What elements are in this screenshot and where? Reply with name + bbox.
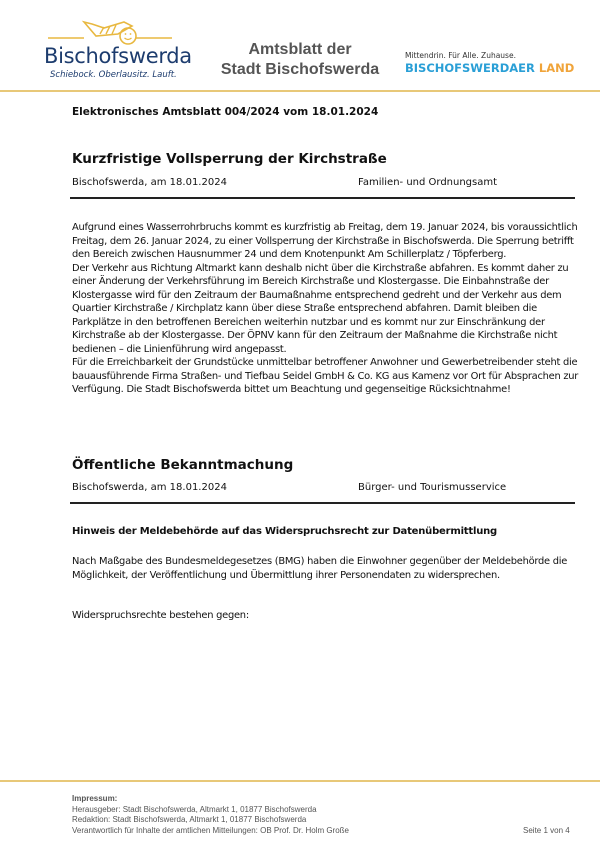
region-brand-name-part2: LAND	[538, 61, 575, 75]
region-brand-name-part1: BISCHOFSWERDAER	[405, 61, 535, 75]
page-header	[0, 0, 600, 92]
section-meta	[72, 482, 576, 493]
region-brand-tagline: Mittendrin. Für Alle. Zuhause.	[405, 51, 516, 60]
impressum-editorial: Redaktion: Stadt Bischofswerda, Altmarkt 1, 01877 Bischofswerda	[72, 815, 307, 824]
logo-tagline: Schiebock. Oberlausitz. Lauft.	[50, 70, 177, 80]
logo-name: Bischofswerda	[44, 44, 192, 68]
body-paragraph: Für die Erreichbarkeit der Grundstücke unmittelbar betroffener Anwohner und Gewerbetreibender steht die bauausführende Firma Straßen- und Tiefbau Seidel GmbH & Co. KG aus Kamenz vor Ort für Absprachen zur Verfügung. Die Stadt Bischofswerda bittet um Beachtung und gegenseitige Rücksichtnahme!	[72, 357, 579, 395]
section-divider	[70, 197, 575, 199]
publication-title	[200, 40, 400, 80]
region-brand-name	[405, 61, 595, 75]
body-paragraph: Nach Maßgabe des Bundesmeldegesetzes (BMG) haben die Einwohner gegenüber der Meldebehörde die Möglichkeit, der Veröffentlichung und Übermittlung ihrer Personendaten zu widersprechen.	[72, 556, 568, 581]
section-body	[72, 609, 580, 623]
impressum-publisher: Herausgeber: Stadt Bischofswerda, Altmarkt 1, 01877 Bischofswerda	[72, 804, 317, 814]
section-department: Familien- und Ordnungsamt	[358, 177, 498, 188]
page-number: Seite 1 von 4	[523, 826, 570, 835]
region-brand	[405, 51, 595, 75]
section-body	[72, 221, 580, 397]
impressum-label: Impressum:	[72, 794, 118, 803]
section-title: Öffentliche Bekanntmachung	[72, 457, 294, 473]
section-divider	[70, 502, 575, 504]
section-meta	[72, 177, 576, 188]
impressum-responsible: Verantwortlich für Inhalte der amtlichen Mitteilungen: OB Prof. Dr. Holm Große	[72, 825, 350, 835]
body-paragraph: Der Verkehr aus Richtung Altmarkt kann deshalb nicht über die Kirchstraße abfahren. Es kommt daher zu einer Änderung der Verkehrsführung im Bereich Kirchstraße und Klostergasse. Die Einbahnstraße der Klostergasse wird für den Zeitraum der Baumaßnahme entsprechend gedreht und der Verkehr aus dem Quartier Kirchstraße / Kirchplatz kann über diese Straße entsprechend abfahren. Damit bleiben die Parkplätze in den betroffenen Bereichen weiterhin nutzbar und es kommt nur zur Einschränkung der Kirchstraße ab der Klostergasse. Der ÖPNV kann für den Zeitraum der Maßnahme die Kirchstraße nicht bedienen – die Linienführung wird angepasst.	[72, 262, 569, 355]
bischofswerda-logo	[38, 14, 192, 84]
body-paragraph: Aufgrund eines Wasserrohrbruchs kommt es kurzfristig ab Freitag, dem 19. Januar 2024, bis voraussichtlich Freitag, dem 26. Januar 2024, zu einer Vollsperrung der Kirchstraße in Bischofswerda. Die Sperrung betrifft den Bereich zwischen Hausnummer 24 und dem Knotenpunkt Am Schillerplatz / Töpferberg.	[72, 222, 578, 260]
section-title: Kurzfristige Vollsperrung der Kirchstraße	[72, 151, 387, 167]
section-place-date: Bischofswerda, am 18.01.2024	[72, 177, 227, 188]
section-subheading: Hinweis der Meldebehörde auf das Widerspruchsrecht zur Datenübermittlung	[72, 526, 497, 537]
issue-line: Elektronisches Amtsblatt 004/2024 vom 18.01.2024	[72, 106, 379, 118]
section-body	[72, 555, 580, 582]
publication-title-line1: Amtsblatt der	[248, 41, 352, 58]
wheelbarrow-smiley-icon	[48, 14, 172, 48]
section-place-date: Bischofswerda, am 18.01.2024	[72, 482, 227, 493]
impressum	[72, 794, 592, 836]
footer-divider	[0, 780, 600, 782]
body-paragraph: Widerspruchsrechte bestehen gegen:	[72, 610, 249, 621]
publication-title-line2: Stadt Bischofswerda	[220, 61, 380, 78]
section-department: Bürger- und Tourismusservice	[358, 482, 507, 493]
header-divider	[0, 90, 600, 92]
